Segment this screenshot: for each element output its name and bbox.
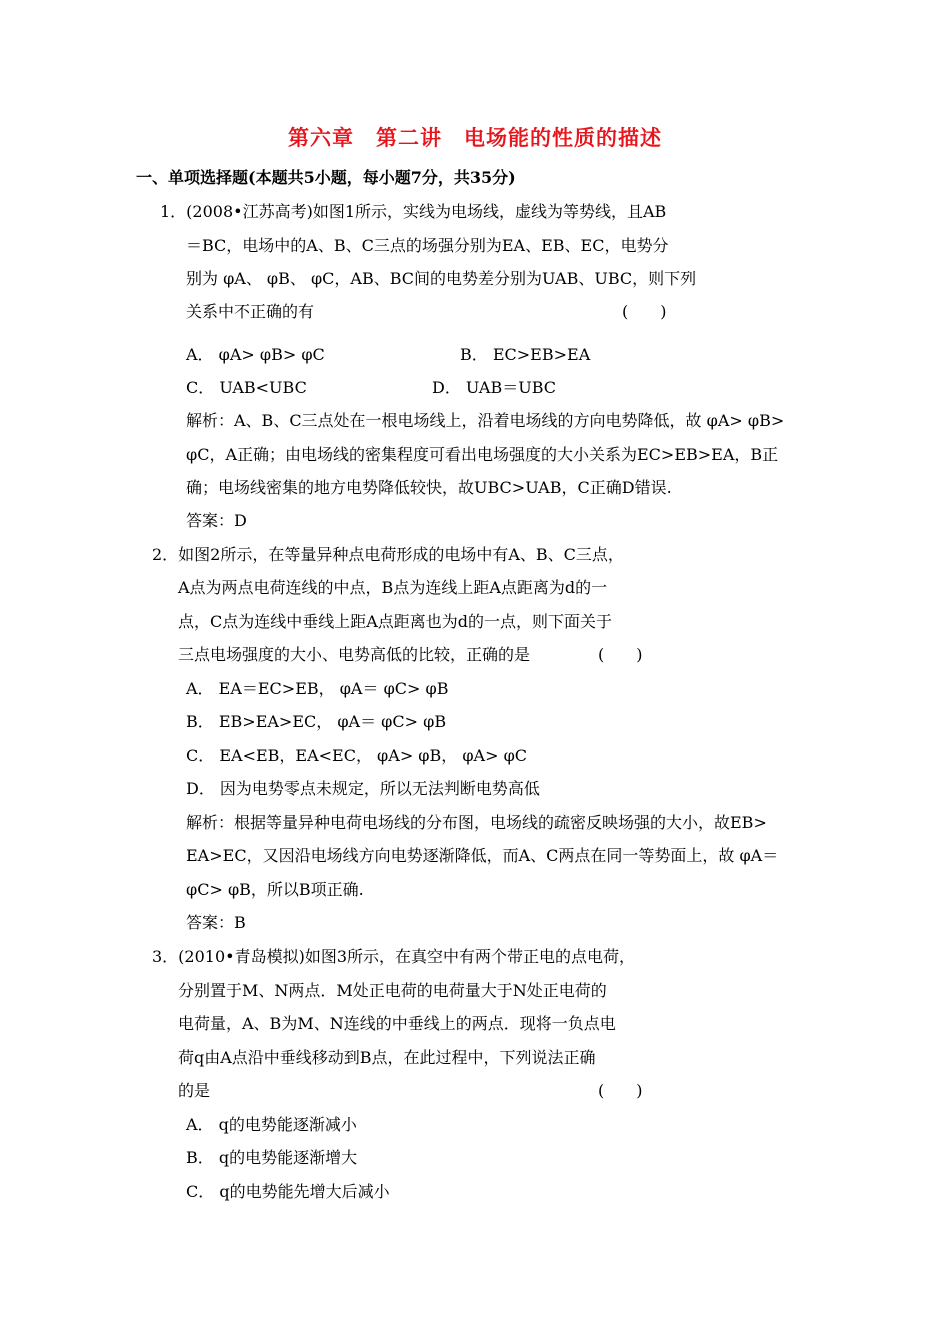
q1-answer: 答案：D [186,511,247,530]
q2-stem-line-4: 三点电场强度的大小、电势高低的比较，正确的是 [178,645,531,664]
q1-explanation-line-3: 确；电场线密集的地方电势降低较快，故UBC>UAB，C正确D错误. [186,478,672,497]
q2-explanation-line-1: 解析：根据等量异种电荷电场线的分布图，电场线的疏密反映场强的大小，故EB> [186,813,767,832]
q1-answer-paren: ( ) [622,302,667,321]
section-heading: 一、单项选择题(本题共5小题，每小题7分，共35分) [136,168,516,187]
q3-stem-line-4: 荷q由A点沿中垂线移动到B点，在此过程中，下列说法正确 [178,1048,596,1067]
q2-option-b: B． EB>EA>EC， φA＝ φC> φB [186,712,447,731]
q2-option-d: D． 因为电势零点未规定，所以无法判断电势高低 [186,779,540,798]
q2-answer-paren: ( ) [598,645,643,664]
q2-stem-line-1: 2．如图2所示，在等量异种点电荷形成的电场中有A、B、C三点， [152,545,624,564]
q3-option-b: B． q的电势能逐渐增大 [186,1148,358,1167]
q3-stem-line-1: 3．(2010•青岛模拟)如图3所示，在真空中有两个带正电的点电荷， [152,947,636,966]
q1-stem-line-1: 1．(2008•江苏高考)如图1所示，实线为电场线，虚线为等势线，且AB [160,202,667,221]
q3-stem-line-3: 电荷量，A、B为M、N连线的中垂线上的两点．现将一负点电 [178,1014,616,1033]
q1-stem-line-2: ＝BC，电场中的A、B、C三点的场强分别为EA、EB、EC，电势分 [186,236,669,255]
page-title: 第六章 第二讲 电场能的性质的描述 [288,125,662,150]
q2-answer: 答案：B [186,913,246,932]
q1-option-d: D． UAB＝UBC [432,378,557,397]
q1-option-a: A． φA> φB> φC [186,345,325,364]
q1-explanation-line-2: φC，A正确；由电场线的密集程度可看出电场强度的大小关系为EC>EB>EA，B正 [186,445,779,464]
q3-stem-line-5: 的是 [178,1081,211,1100]
q2-option-c: C． EA<EB，EA<EC， φA> φB， φA> φC [186,746,528,765]
q3-answer-paren: ( ) [598,1081,643,1100]
q1-stem-line-3: 别为 φA、 φB、 φC，AB、BC间的电势差分别为UAB、UBC，则下列 [186,269,697,288]
q1-stem-line-4: 关系中不正确的有 [186,302,315,321]
q3-option-c: C． q的电势能先增大后减小 [186,1182,390,1201]
q2-stem-line-3: 点，C点为连线中垂线上距A点距离也为d的一点，则下面关于 [178,612,613,631]
q1-option-c: C． UAB<UBC [186,378,307,397]
q3-stem-line-2: 分别置于M、N两点．M处正电荷的电荷量大于N处正电荷的 [178,981,607,1000]
q1-option-b: B． EC>EB>EA [460,345,591,364]
q3-option-a: A． q的电势能逐渐减小 [186,1115,357,1134]
q2-stem-line-2: A点为两点电荷连线的中点，B点为连线上距A点距离为d的一 [178,578,608,597]
q1-explanation-line-1: 解析：A、B、C三点处在一根电场线上，沿着电场线的方向电势降低，故 φA> φB> [186,411,785,430]
q2-explanation-line-2: EA>EC，又因沿电场线方向电势逐渐降低，而A、C两点在同一等势面上，故 φA＝ [186,846,779,865]
q2-option-a: A． EA＝EC>EB， φA＝ φC> φB [186,679,449,698]
q2-explanation-line-3: φC> φB，所以B项正确. [186,880,364,899]
